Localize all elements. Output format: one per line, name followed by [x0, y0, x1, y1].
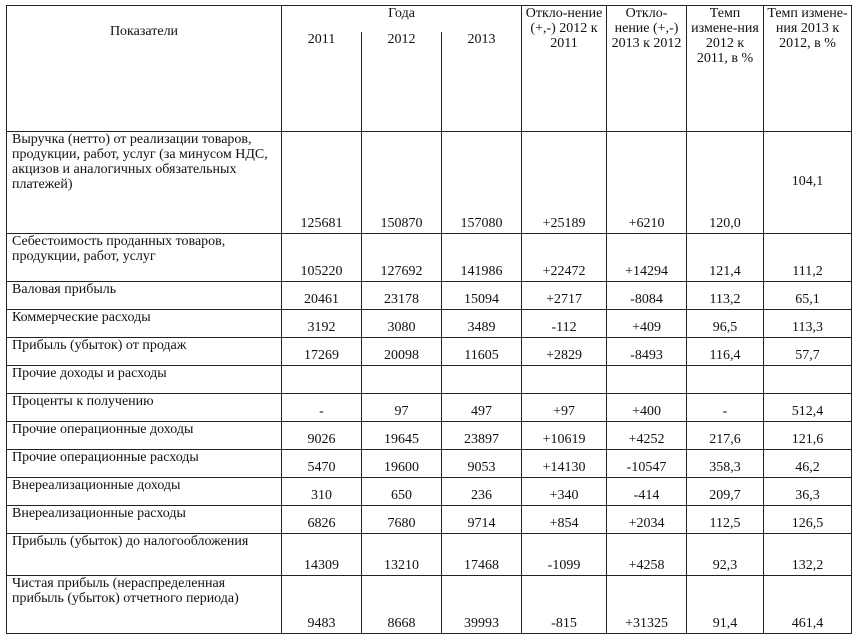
- value-2012-cell: 8668: [362, 576, 442, 634]
- deviation-2013-cell: +4258: [607, 534, 687, 576]
- deviation-2012-cell: -112: [522, 310, 607, 338]
- rate-2012-cell: 217,6: [687, 422, 764, 450]
- table-row: [7, 422, 852, 450]
- value-2012-cell: 20098: [362, 338, 442, 366]
- rate-2013-cell: 104,1: [764, 132, 852, 234]
- rate-2012-cell: 116,4: [687, 338, 764, 366]
- value-2013-cell: [442, 366, 522, 394]
- value-2012-cell: 650: [362, 478, 442, 506]
- deviation-2012-cell: -1099: [522, 534, 607, 576]
- deviation-2012-cell: +340: [522, 478, 607, 506]
- value-2013-cell: 9053: [442, 450, 522, 478]
- rate-2012-cell: 358,3: [687, 450, 764, 478]
- table-row: [7, 506, 852, 534]
- financial-results-table-wrapper: [6, 5, 852, 634]
- value-2012-cell: 127692: [362, 234, 442, 282]
- rate-2012-cell: 113,2: [687, 282, 764, 310]
- rate-2012-cell: 96,5: [687, 310, 764, 338]
- deviation-2012-cell: +10619: [522, 422, 607, 450]
- table-row: [7, 534, 852, 576]
- value-2011-cell: 14309: [282, 534, 362, 576]
- row-label: Себестоимость проданных товаров, продукции, работ, услуг: [7, 234, 282, 282]
- deviation-2013-cell: +409: [607, 310, 687, 338]
- table-row: [7, 338, 852, 366]
- rate-2013-cell: 113,3: [764, 310, 852, 338]
- value-2011-cell: 9483: [282, 576, 362, 634]
- row-label: Выручка (нетто) от реализации товаров, продукции, работ, услуг (за минусом НДС, акцизов и аналогичных обязательных платежей): [7, 132, 282, 234]
- rate-2013-cell: 512,4: [764, 394, 852, 422]
- rate-2012-cell: 91,4: [687, 576, 764, 634]
- value-2011-cell: 17269: [282, 338, 362, 366]
- header-rate-2012: Темп измене-ния 2012 к 2011, в %: [687, 6, 764, 132]
- row-label: Прочие операционные расходы: [7, 450, 282, 478]
- rate-2013-cell: 132,2: [764, 534, 852, 576]
- rate-2013-cell: 65,1: [764, 282, 852, 310]
- table-row: [7, 234, 852, 282]
- value-2013-cell: 236: [442, 478, 522, 506]
- value-2011-cell: 310: [282, 478, 362, 506]
- deviation-2013-cell: -10547: [607, 450, 687, 478]
- value-2011-cell: 9026: [282, 422, 362, 450]
- deviation-2013-cell: +2034: [607, 506, 687, 534]
- value-2013-cell: 17468: [442, 534, 522, 576]
- deviation-2012-cell: +22472: [522, 234, 607, 282]
- table-row: [7, 310, 852, 338]
- value-2011-cell: 6826: [282, 506, 362, 534]
- value-2011-cell: 3192: [282, 310, 362, 338]
- financial-results-table: [6, 5, 852, 634]
- value-2012-cell: 150870: [362, 132, 442, 234]
- deviation-2012-cell: +2829: [522, 338, 607, 366]
- row-label: Чистая прибыль (нераспределенная прибыль (убыток) отчетного периода): [7, 576, 282, 634]
- value-2011-cell: [282, 366, 362, 394]
- value-2013-cell: 23897: [442, 422, 522, 450]
- deviation-2012-cell: +2717: [522, 282, 607, 310]
- value-2011-cell: 5470: [282, 450, 362, 478]
- value-2011-cell: 20461: [282, 282, 362, 310]
- row-label: Внереализационные расходы: [7, 506, 282, 534]
- value-2012-cell: 19645: [362, 422, 442, 450]
- rate-2013-cell: 36,3: [764, 478, 852, 506]
- deviation-2013-cell: -8084: [607, 282, 687, 310]
- header-rate-2013: Темп измене-ния 2013 к 2012, в %: [764, 6, 852, 132]
- header-deviation-2012: Откло-нение (+,-) 2012 к 2011: [522, 6, 607, 132]
- value-2012-cell: 13210: [362, 534, 442, 576]
- rate-2013-cell: 121,6: [764, 422, 852, 450]
- row-label: Прочие операционные доходы: [7, 422, 282, 450]
- value-2013-cell: 3489: [442, 310, 522, 338]
- value-2013-cell: 141986: [442, 234, 522, 282]
- row-label: Коммерческие расходы: [7, 310, 282, 338]
- deviation-2013-cell: [607, 366, 687, 394]
- rate-2012-cell: 92,3: [687, 534, 764, 576]
- value-2011-cell: -: [282, 394, 362, 422]
- value-2013-cell: 497: [442, 394, 522, 422]
- table-row: [7, 450, 852, 478]
- header-deviation-2013: Откло-нение (+,-) 2013 к 2012: [607, 6, 687, 132]
- rate-2013-cell: 57,7: [764, 338, 852, 366]
- rate-2012-cell: 209,7: [687, 478, 764, 506]
- value-2012-cell: 97: [362, 394, 442, 422]
- header-year-2013: 2013: [442, 32, 522, 132]
- deviation-2013-cell: +400: [607, 394, 687, 422]
- header-year-2012: 2012: [362, 32, 442, 132]
- row-label: Валовая прибыль: [7, 282, 282, 310]
- rate-2013-cell: 126,5: [764, 506, 852, 534]
- header-year-2011: 2011: [282, 32, 362, 132]
- deviation-2013-cell: -414: [607, 478, 687, 506]
- rate-2013-cell: [764, 366, 852, 394]
- value-2012-cell: [362, 366, 442, 394]
- deviation-2012-cell: [522, 366, 607, 394]
- deviation-2013-cell: +6210: [607, 132, 687, 234]
- rate-2012-cell: 112,5: [687, 506, 764, 534]
- rate-2012-cell: 120,0: [687, 132, 764, 234]
- row-label: Прочие доходы и расходы: [7, 366, 282, 394]
- deviation-2013-cell: +31325: [607, 576, 687, 634]
- table-row: [7, 132, 852, 234]
- table-row: [7, 366, 852, 394]
- deviation-2013-cell: +14294: [607, 234, 687, 282]
- value-2012-cell: 3080: [362, 310, 442, 338]
- table-body: [7, 132, 852, 634]
- rate-2013-cell: 461,4: [764, 576, 852, 634]
- value-2013-cell: 15094: [442, 282, 522, 310]
- table-row: [7, 394, 852, 422]
- table-row: [7, 576, 852, 634]
- header-years-group: Года: [282, 6, 522, 32]
- value-2011-cell: 125681: [282, 132, 362, 234]
- row-label: Проценты к получению: [7, 394, 282, 422]
- deviation-2013-cell: -8493: [607, 338, 687, 366]
- value-2013-cell: 11605: [442, 338, 522, 366]
- value-2013-cell: 9714: [442, 506, 522, 534]
- deviation-2012-cell: +97: [522, 394, 607, 422]
- value-2013-cell: 39993: [442, 576, 522, 634]
- deviation-2013-cell: +4252: [607, 422, 687, 450]
- rate-2012-cell: 121,4: [687, 234, 764, 282]
- deviation-2012-cell: -815: [522, 576, 607, 634]
- rate-2013-cell: 111,2: [764, 234, 852, 282]
- header-indicator: Показатели: [7, 6, 282, 132]
- deviation-2012-cell: +854: [522, 506, 607, 534]
- row-label: Прибыль (убыток) от продаж: [7, 338, 282, 366]
- table-row: [7, 478, 852, 506]
- value-2011-cell: 105220: [282, 234, 362, 282]
- deviation-2012-cell: +14130: [522, 450, 607, 478]
- rate-2013-cell: 46,2: [764, 450, 852, 478]
- deviation-2012-cell: +25189: [522, 132, 607, 234]
- value-2012-cell: 23178: [362, 282, 442, 310]
- table-row: [7, 282, 852, 310]
- rate-2012-cell: [687, 366, 764, 394]
- value-2012-cell: 19600: [362, 450, 442, 478]
- row-label: Прибыль (убыток) до налогообложения: [7, 534, 282, 576]
- value-2013-cell: 157080: [442, 132, 522, 234]
- rate-2012-cell: -: [687, 394, 764, 422]
- row-label: Внереализационные доходы: [7, 478, 282, 506]
- value-2012-cell: 7680: [362, 506, 442, 534]
